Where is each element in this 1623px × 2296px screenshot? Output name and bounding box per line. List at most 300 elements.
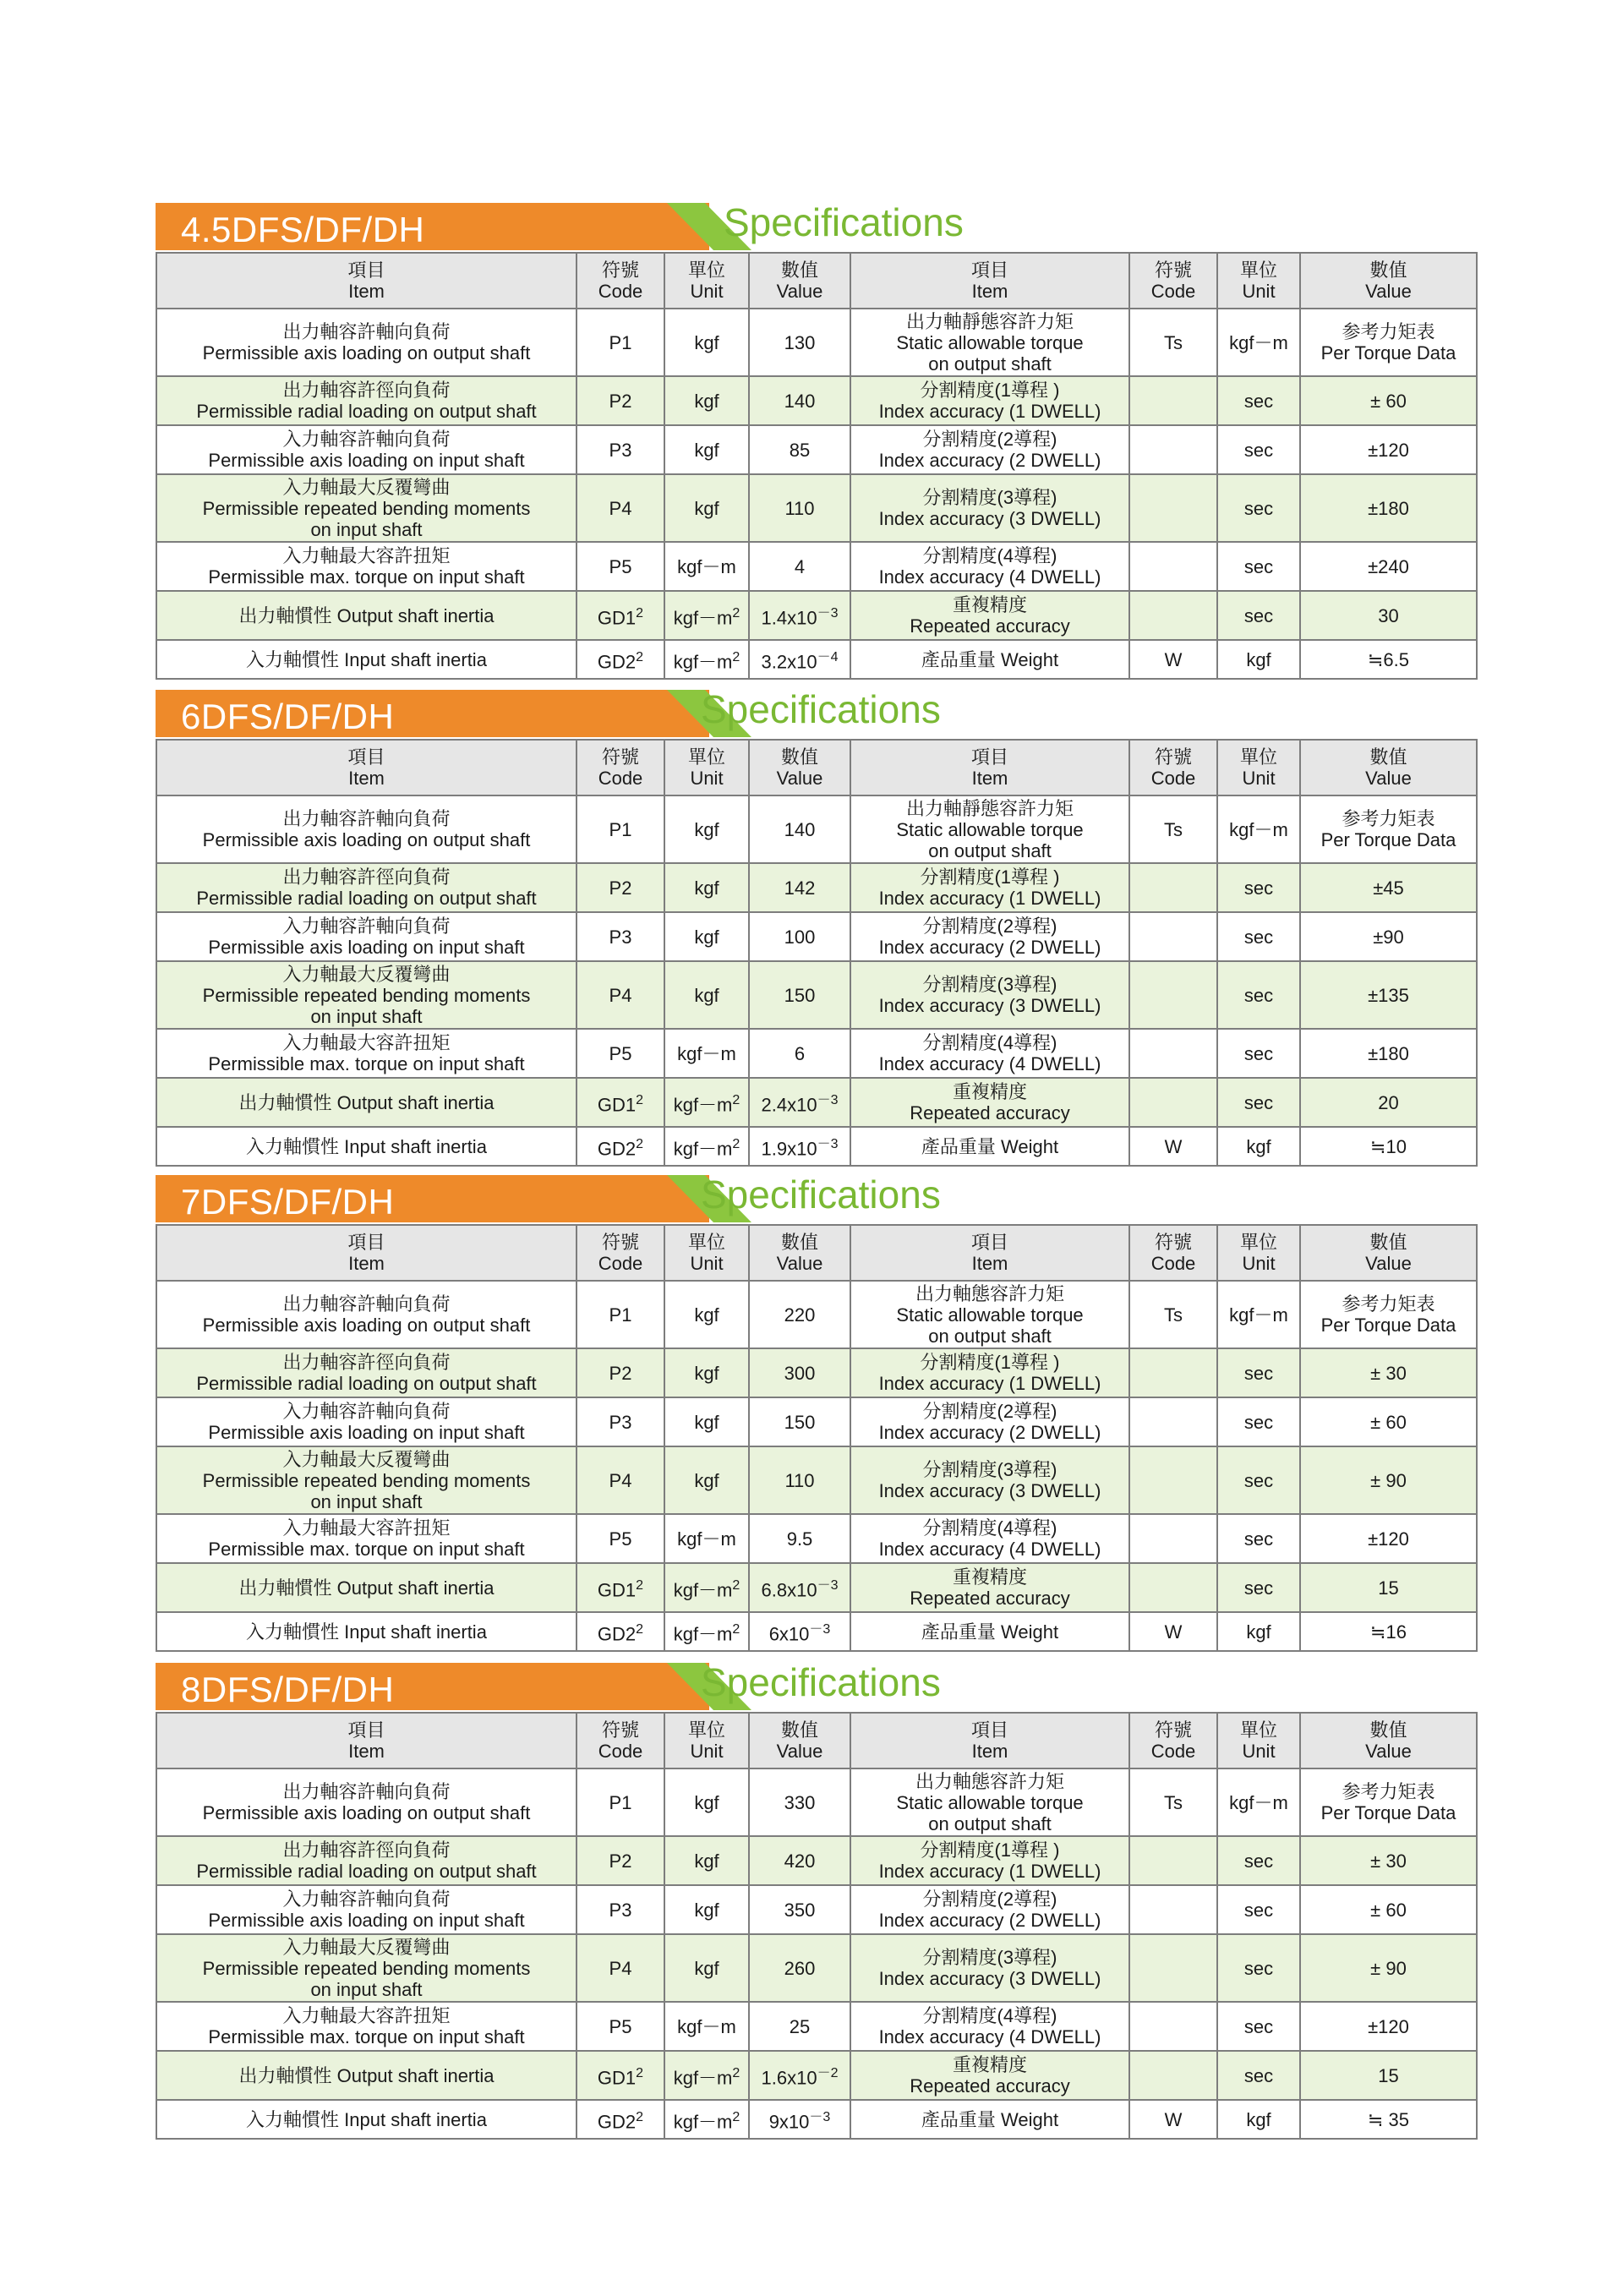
left-item-cn: 入力軸最大容許扭矩	[282, 1517, 451, 1539]
left-item-cell	[156, 542, 577, 591]
header-item-en: Item	[348, 1741, 385, 1762]
header-item	[156, 1225, 577, 1281]
right-value-cell	[1300, 1397, 1477, 1446]
right-unit-cell	[1217, 1768, 1300, 1836]
right-unit: kgf	[1246, 2108, 1271, 2130]
right-item-en: Index accuracy (3 DWELL)	[878, 1968, 1101, 1989]
header-item-cn: 項目	[347, 1719, 385, 1741]
right-item-cn: 分割精度(3導程)	[922, 974, 1057, 995]
left-value-cell	[749, 2100, 850, 2139]
left-unit-cell	[664, 376, 749, 425]
right-unit-cell	[1217, 474, 1300, 542]
header-unit	[664, 1713, 749, 1768]
right-code-cell	[1129, 1934, 1217, 2002]
right-code-cell	[1129, 309, 1217, 376]
left-item-cell	[156, 1768, 577, 1836]
right-unit-cell	[1217, 1612, 1300, 1651]
right-unit: sec	[1243, 1091, 1274, 1113]
left-value-cell	[749, 1514, 850, 1563]
header-code	[577, 1225, 664, 1281]
header-row	[156, 1713, 1477, 1768]
right-value-cell	[1300, 542, 1477, 591]
right-item-en-2: on output shaft	[928, 1325, 1052, 1347]
left-value-cell	[749, 1348, 850, 1397]
left-item-cn: 入力軸慣性 Input shaft inertia	[246, 1135, 487, 1157]
table-row	[156, 425, 1477, 474]
right-unit: sec	[1243, 1850, 1274, 1872]
header-unit	[1217, 740, 1300, 795]
right-item-en: Index accuracy (2 DWELL)	[878, 450, 1101, 471]
left-code-cell	[577, 961, 664, 1029]
table-row	[156, 591, 1477, 640]
left-code: P4	[609, 1469, 632, 1491]
right-unit-cell	[1217, 1397, 1300, 1446]
right-item-cell	[850, 1885, 1129, 1934]
right-unit-cell	[1217, 542, 1300, 591]
left-code-cell	[577, 1563, 664, 1612]
left-code-cell	[577, 1348, 664, 1397]
right-unit-cell	[1217, 863, 1300, 912]
left-value: 85	[789, 439, 811, 461]
left-code: P2	[609, 1850, 632, 1872]
left-item-cell	[156, 2002, 577, 2051]
right-code-cell	[1129, 2051, 1217, 2100]
left-item-cell	[156, 1348, 577, 1397]
model-title: 4.5DFS/DF/DH	[181, 210, 425, 249]
right-code-cell	[1129, 376, 1217, 425]
right-unit: kgf－m	[1229, 1791, 1288, 1813]
specifications-heading: Specifications	[701, 1173, 941, 1216]
right-item-en: Repeated accuracy	[910, 1588, 1070, 1609]
right-value-cell	[1300, 1885, 1477, 1934]
right-value-cell	[1300, 1612, 1477, 1651]
left-item-cell	[156, 1563, 577, 1612]
left-item-cn: 入力軸慣性 Input shaft inertia	[246, 2108, 487, 2130]
left-item-en-2: on input shaft	[310, 1978, 423, 2000]
right-code-cell	[1129, 1836, 1217, 1885]
header-item-cn: 項目	[347, 260, 385, 281]
right-unit-cell	[1217, 1514, 1300, 1563]
left-value-sup: －3	[817, 605, 839, 620]
left-item-cell	[156, 1281, 577, 1348]
right-value-cell	[1300, 1127, 1477, 1166]
right-item-cn: 產品重量 Weight	[921, 1135, 1059, 1157]
header-item-en: Item	[971, 1253, 1008, 1274]
left-unit-cell	[664, 2100, 749, 2139]
right-value-cell	[1300, 1934, 1477, 2002]
left-item-en: Permissible axis loading on input shaft	[208, 937, 525, 958]
right-unit: sec	[1243, 497, 1274, 519]
spec-section	[156, 200, 1476, 673]
header-value-en: Value	[776, 768, 823, 789]
left-unit-sup: 2	[732, 2109, 740, 2124]
left-unit-cell	[664, 591, 749, 640]
specifications-heading: Specifications	[724, 200, 964, 244]
right-item-en: Index accuracy (3 DWELL)	[878, 995, 1101, 1016]
right-value: ± 60	[1370, 390, 1407, 412]
left-item-cn: 入力軸容許軸向負荷	[282, 429, 451, 450]
left-value: 9x10	[768, 2111, 810, 2133]
left-value-cell	[749, 2002, 850, 2051]
right-value: 30	[1378, 604, 1399, 626]
header-value	[1300, 253, 1477, 309]
right-unit-cell	[1217, 1348, 1300, 1397]
right-code: Ts	[1164, 1304, 1183, 1326]
model-title: 7DFS/DF/DH	[181, 1182, 395, 1222]
left-code-cell	[577, 1446, 664, 1514]
right-code: Ts	[1164, 331, 1183, 353]
right-value-2: Per Torque Data	[1320, 1315, 1456, 1336]
table-row	[156, 640, 1477, 679]
right-value: ≒10	[1370, 1135, 1407, 1157]
right-value-cell	[1300, 1768, 1477, 1836]
table-row	[156, 376, 1477, 425]
right-item-cell	[850, 542, 1129, 591]
left-unit: kgf－m	[673, 1138, 733, 1160]
table-row	[156, 1281, 1477, 1348]
right-item-cn: 產品重量 Weight	[921, 1621, 1059, 1643]
left-code-cell	[577, 1127, 664, 1166]
spec-table	[156, 739, 1478, 1167]
right-item-en-2: on output shaft	[928, 1812, 1052, 1834]
left-item-cell	[156, 640, 577, 679]
left-code: P3	[609, 1411, 632, 1433]
left-item-cn: 入力軸最大容許扭矩	[282, 545, 451, 566]
right-unit: sec	[1243, 1411, 1274, 1433]
header-unit-en: Unit	[1242, 1741, 1276, 1762]
right-item-cn: 分割精度(2導程)	[922, 1889, 1057, 1910]
header-code-cn: 符號	[601, 746, 639, 768]
right-unit: sec	[1243, 604, 1274, 626]
left-code-sup: 2	[636, 649, 644, 664]
left-item-cn: 出力軸慣性 Output shaft inertia	[238, 604, 495, 626]
header-value-cn: 數值	[1369, 746, 1407, 768]
right-code-cell	[1129, 1078, 1217, 1127]
left-value-cell	[749, 1885, 850, 1934]
right-item-en: Index accuracy (1 DWELL)	[878, 1861, 1101, 1882]
left-value-sup: －4	[817, 649, 839, 664]
left-value: 330	[784, 1791, 816, 1813]
table-row	[156, 863, 1477, 912]
right-item-cell	[850, 1514, 1129, 1563]
header-code	[1129, 740, 1217, 795]
left-item-en: Permissible axis loading on input shaft	[208, 1422, 525, 1443]
left-item-cn: 入力軸最大容許扭矩	[282, 1032, 451, 1053]
left-code-cell	[577, 1612, 664, 1651]
right-item-cell	[850, 1348, 1129, 1397]
left-code-sup: 2	[636, 2109, 644, 2124]
left-unit: kgf－m	[673, 1094, 733, 1116]
header-item	[850, 253, 1129, 309]
header-item-cn: 項目	[347, 1232, 385, 1253]
right-value: ≒16	[1370, 1621, 1407, 1643]
left-item-cn: 出力軸容許徑向負荷	[282, 1840, 451, 1861]
header-value-cn: 數值	[1369, 1232, 1407, 1253]
left-code: P1	[609, 1791, 632, 1813]
left-code-cell	[577, 1029, 664, 1078]
right-value-cell	[1300, 795, 1477, 863]
header-unit-cn: 單位	[1239, 260, 1277, 281]
right-code-cell	[1129, 1612, 1217, 1651]
left-code-sup: 2	[636, 2065, 644, 2080]
left-value: 350	[784, 1899, 816, 1921]
right-code-cell	[1129, 1563, 1217, 1612]
header-item-cn: 項目	[970, 1232, 1008, 1253]
header-unit-en: Unit	[1242, 281, 1276, 302]
right-value: 参考力矩表	[1342, 321, 1435, 342]
right-code-cell	[1129, 795, 1217, 863]
right-item-en-2: on output shaft	[928, 353, 1052, 374]
right-item-cn: 產品重量 Weight	[921, 2108, 1059, 2130]
left-unit-cell	[664, 1281, 749, 1348]
right-unit: sec	[1243, 984, 1274, 1006]
left-value-cell	[749, 863, 850, 912]
right-unit-cell	[1217, 1836, 1300, 1885]
table-row	[156, 912, 1477, 961]
header-unit-cn: 單位	[1239, 1719, 1277, 1741]
left-unit-cell	[664, 863, 749, 912]
left-item-cell	[156, 1514, 577, 1563]
left-value: 110	[784, 1469, 815, 1491]
left-unit: kgf	[694, 1957, 719, 1979]
right-item-cell	[850, 1446, 1129, 1514]
left-unit: kgf－m	[677, 1042, 736, 1064]
right-item-cell	[850, 1397, 1129, 1446]
right-code-cell	[1129, 2002, 1217, 2051]
header-value	[749, 1713, 850, 1768]
right-unit-cell	[1217, 1127, 1300, 1166]
header-value-cn: 數值	[1369, 260, 1407, 281]
left-code-sup: 2	[636, 605, 644, 620]
left-code: P2	[609, 1362, 632, 1384]
right-item-en: Index accuracy (4 DWELL)	[878, 1539, 1101, 1560]
header-code-en: Code	[598, 281, 643, 302]
left-item-en-2: on input shaft	[310, 1490, 423, 1512]
right-code-cell	[1129, 961, 1217, 1029]
left-unit: kgf－m	[673, 1623, 733, 1645]
left-code: P5	[609, 2015, 632, 2037]
right-value: ±135	[1368, 984, 1409, 1006]
left-item-cn: 入力軸最大反覆彎曲	[282, 1448, 451, 1470]
right-value: ±120	[1368, 1528, 1409, 1550]
left-code: P1	[609, 1304, 632, 1326]
right-code: W	[1164, 2108, 1183, 2130]
left-value: 220	[784, 1304, 816, 1326]
header-value-en: Value	[776, 1741, 823, 1762]
header-value	[1300, 1713, 1477, 1768]
left-unit: kgf	[694, 818, 719, 840]
header-code-en: Code	[598, 1741, 643, 1762]
header-item-en: Item	[348, 768, 385, 789]
right-unit-cell	[1217, 591, 1300, 640]
right-value: 参考力矩表	[1342, 1293, 1435, 1315]
model-title: 6DFS/DF/DH	[181, 697, 395, 736]
right-value: ± 90	[1370, 1469, 1407, 1491]
right-unit-cell	[1217, 2002, 1300, 2051]
right-unit: sec	[1243, 2015, 1274, 2037]
header-item	[156, 253, 577, 309]
left-item-cell	[156, 1885, 577, 1934]
left-code: GD1	[597, 1579, 637, 1601]
right-value-cell	[1300, 1563, 1477, 1612]
left-value: 6	[794, 1042, 806, 1064]
left-value: 300	[784, 1362, 816, 1384]
header-unit	[664, 253, 749, 309]
left-code: P4	[609, 1957, 632, 1979]
left-value-cell	[749, 1127, 850, 1166]
header-code-en: Code	[1150, 1253, 1196, 1274]
left-unit-sup: 2	[732, 2065, 740, 2080]
left-unit-sup: 2	[732, 1577, 740, 1593]
left-code-sup: 2	[636, 1136, 644, 1151]
left-code-cell	[577, 309, 664, 376]
left-item-cn: 出力軸容許徑向負荷	[282, 1352, 451, 1373]
header-item	[850, 740, 1129, 795]
left-unit-cell	[664, 1836, 749, 1885]
left-item-cell	[156, 376, 577, 425]
left-value-cell	[749, 1612, 850, 1651]
header-value	[749, 740, 850, 795]
right-item-cell	[850, 474, 1129, 542]
left-value-cell	[749, 2051, 850, 2100]
left-code-cell	[577, 1885, 664, 1934]
header-unit-en: Unit	[690, 281, 724, 302]
table-row	[156, 1078, 1477, 1127]
right-unit: kgf－m	[1229, 818, 1288, 840]
left-code-sup: 2	[636, 1621, 644, 1637]
left-item-cell	[156, 474, 577, 542]
left-code-cell	[577, 1768, 664, 1836]
right-item-en: Index accuracy (2 DWELL)	[878, 1910, 1101, 1931]
left-unit: kgf	[694, 390, 719, 412]
header-value-en: Value	[1365, 1253, 1412, 1274]
right-unit-cell	[1217, 1078, 1300, 1127]
right-code: W	[1164, 648, 1183, 670]
left-item-cn: 入力軸最大反覆彎曲	[282, 963, 451, 985]
left-item-en: Permissible max. torque on input shaft	[208, 566, 525, 588]
left-value: 3.2x10	[761, 651, 817, 673]
right-item-cell	[850, 2002, 1129, 2051]
left-unit: kgf－m	[677, 2015, 736, 2037]
header-item-cn: 項目	[970, 260, 1008, 281]
right-code-cell	[1129, 912, 1217, 961]
left-unit-cell	[664, 2002, 749, 2051]
right-item-cell	[850, 1612, 1129, 1651]
left-item-cell	[156, 912, 577, 961]
right-unit: sec	[1243, 1042, 1274, 1064]
right-item-cell	[850, 376, 1129, 425]
left-item-en: Permissible repeated bending moments	[202, 1469, 531, 1491]
right-value: ±180	[1368, 497, 1409, 519]
table-row	[156, 2051, 1477, 2100]
header-unit-en: Unit	[690, 1253, 724, 1274]
left-unit-cell	[664, 474, 749, 542]
header-unit-cn: 單位	[1239, 746, 1277, 768]
right-item-cell	[850, 1934, 1129, 2002]
table-row	[156, 2002, 1477, 2051]
header-unit-cn: 單位	[687, 1719, 725, 1741]
right-value-cell	[1300, 2002, 1477, 2051]
header-item-cn: 項目	[970, 1719, 1008, 1741]
right-value-cell	[1300, 640, 1477, 679]
right-code-cell	[1129, 640, 1217, 679]
table-row	[156, 1768, 1477, 1836]
left-item-cn: 出力軸慣性 Output shaft inertia	[238, 1577, 495, 1599]
right-value-cell	[1300, 425, 1477, 474]
right-item-cn: 分割精度(1導程 )	[920, 866, 1060, 888]
header-value-en: Value	[776, 1253, 823, 1274]
left-unit: kgf－m	[673, 651, 733, 673]
left-value: 9.5	[786, 1528, 813, 1550]
left-item-cell	[156, 1127, 577, 1166]
header-value	[1300, 1225, 1477, 1281]
left-code-cell	[577, 1397, 664, 1446]
left-unit: kgf－m	[673, 607, 733, 629]
right-item-cell	[850, 2100, 1129, 2139]
model-title: 8DFS/DF/DH	[181, 1670, 395, 1709]
right-code-cell	[1129, 1397, 1217, 1446]
left-unit: kgf	[694, 439, 719, 461]
right-value-2: Per Torque Data	[1320, 829, 1456, 850]
left-value-cell	[749, 309, 850, 376]
header-value-en: Value	[1365, 281, 1412, 302]
right-unit: sec	[1243, 1899, 1274, 1921]
spec-table	[156, 1712, 1478, 2140]
right-item-cn: 分割精度(1導程 )	[920, 380, 1060, 401]
right-value: ≒ 35	[1367, 2108, 1410, 2130]
left-item-cn: 入力軸慣性 Input shaft inertia	[246, 648, 487, 670]
right-item-cell	[850, 1281, 1129, 1348]
header-code-en: Code	[1150, 281, 1196, 302]
left-value-cell	[749, 474, 850, 542]
right-item-cn: 分割精度(3導程)	[922, 1459, 1057, 1480]
right-item-en: Index accuracy (3 DWELL)	[878, 1480, 1101, 1501]
header-unit-cn: 單位	[687, 746, 725, 768]
left-unit: kgf	[694, 1304, 719, 1326]
right-unit-cell	[1217, 795, 1300, 863]
left-value: 260	[784, 1957, 816, 1979]
header-value-cn: 數值	[780, 1719, 818, 1741]
left-unit: kgf－m	[673, 2067, 733, 2089]
right-unit: sec	[1243, 1469, 1274, 1491]
left-unit-cell	[664, 640, 749, 679]
right-item-cn: 產品重量 Weight	[921, 648, 1059, 670]
table-row	[156, 1348, 1477, 1397]
left-item-cell	[156, 1078, 577, 1127]
header-item-cn: 項目	[347, 746, 385, 768]
right-value-cell	[1300, 376, 1477, 425]
section-banner	[156, 1175, 1476, 1222]
left-item-cell	[156, 2100, 577, 2139]
right-item-cn: 分割精度(3導程)	[922, 487, 1057, 508]
left-item-en: Permissible radial loading on output shaft	[196, 401, 537, 422]
left-unit-cell	[664, 1127, 749, 1166]
table-row	[156, 1836, 1477, 1885]
left-code: P1	[609, 818, 632, 840]
table-row	[156, 1563, 1477, 1612]
left-item-cell	[156, 1397, 577, 1446]
left-item-en: Permissible max. torque on input shaft	[208, 2026, 525, 2047]
left-unit: kgf	[694, 926, 719, 948]
left-value-cell	[749, 1078, 850, 1127]
left-code-cell	[577, 795, 664, 863]
left-unit: kgf	[694, 1899, 719, 1921]
left-unit: kgf	[694, 331, 719, 353]
left-item-cn: 入力軸最大反覆彎曲	[282, 476, 451, 498]
left-item-cell	[156, 1029, 577, 1078]
right-code-cell	[1129, 1281, 1217, 1348]
header-unit	[1217, 253, 1300, 309]
